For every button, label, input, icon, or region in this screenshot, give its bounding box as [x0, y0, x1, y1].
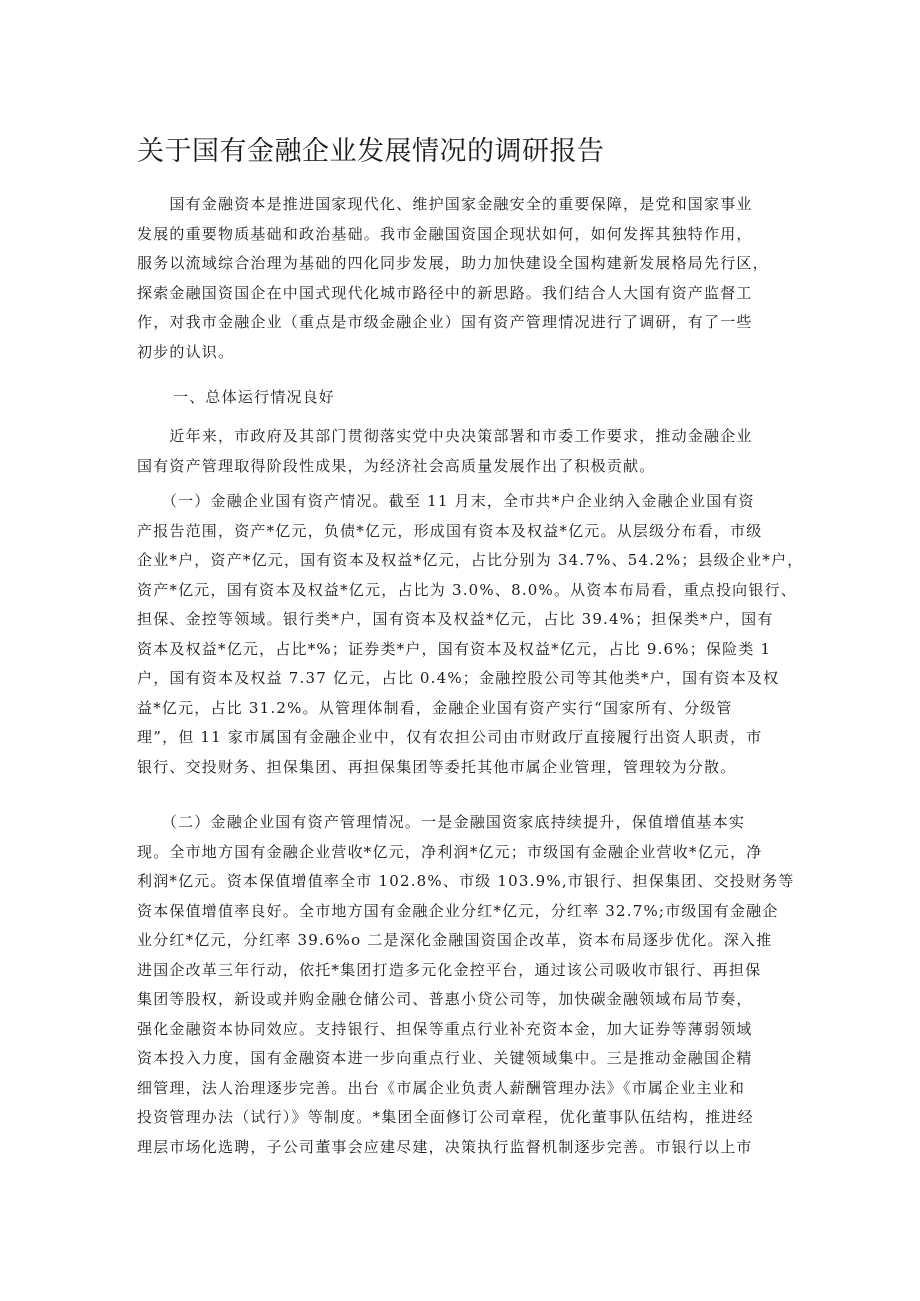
text-line: 理层市场化选聘，子公司董事会应建尽建，决策执行监督机制逐步完善。市银行以上市 — [137, 1137, 753, 1156]
text-line: 投资管理办法（试行）》等制度。*集团全面修订公司章程，优化董事队伍结构，推进经 — [137, 1108, 754, 1126]
text-line: 细管理，法人治理逐步完善。出台《市属企业负责人薪酬管理办法》《市属企业主业和 — [137, 1078, 746, 1097]
text-line: 现。全市地方国有金融企业营收*亿元，净利润*亿元；市级国有金融企业营收*亿元，净 — [137, 842, 763, 861]
text-line: 企业*户，资产*亿元，国有资本及权益*亿元，占比分别为 34.7%、54.2%；县级企业*户， — [137, 551, 804, 569]
text-line: 资本保值增值率良好。全市地方国有金融企业分红*亿元，分红率 32.7%;市级国有金融企 — [137, 901, 779, 920]
text-line: 近年来，市政府及其部门贯彻落实党中央决策部署和市委工作要求，推动金融企业 — [137, 427, 753, 445]
text-line: 资本及权益*亿元，占比*%；证券类*户，国有资本及权益*亿元，占比 9.6%；保险类 1 — [137, 639, 772, 658]
text-line: 产报告范围，资产*亿元，负债*亿元，形成国有资本及权益*亿元。从层级分布看，市级 — [137, 521, 763, 540]
intro-paragraph — [137, 190, 769, 367]
text-line: 资本投入力度，国有金融资本进一步向重点行业、关键领域集中。三是推动金融国企精 — [137, 1049, 753, 1067]
text-line: （一）金融企业国有资产情况。截至 11 月末，全市共*户企业纳入金融企业国有资 — [137, 492, 755, 510]
section-heading: 一、总体运行情况良好 — [173, 388, 336, 406]
text-line: 进国企改革三年行动，依托*集团打造多元化金控平台，通过该公司吸收市银行、再担保 — [137, 960, 762, 979]
text-line: 探索金融国资国企在中国式现代化城市路径中的新思路。我们结合人大国有资产监督工 — [137, 283, 753, 302]
text-line: 国有金融资本是推进国家现代化、维护国家金融安全的重要保障，是党和国家事业 — [137, 195, 753, 213]
text-line: （二）金融企业国有资产管理情况。一是金融国资家底持续提升，保值增值基本实 — [137, 813, 746, 831]
document-title: 关于国有金融企业发展情况的调研报告 — [137, 136, 605, 167]
text-line: 发展的重要物质基础和政治基础。我市金融国资国企现状如何，如何发挥其独特作用， — [137, 224, 753, 243]
text-line: 业分红*亿元，分红率 39.6%o 二是深化金融国资国企改革，资本布局逐步优化。深入推 — [137, 931, 773, 949]
section1-intro-paragraph — [137, 422, 753, 481]
subsection2-paragraph — [137, 808, 795, 1162]
text-line: 国有资产管理取得阶段性成果，为经济社会高质量发展作出了积极贡献。 — [137, 456, 656, 475]
text-line: 担保、金控等领域。银行类*户，国有资本及权益*亿元，占比 39.4%；担保类*户，国有 — [137, 610, 774, 628]
text-line: 益*亿元，占比 31.2%。从管理体制看，金融企业国有资产实行“国家所有、分级管 — [137, 698, 733, 717]
text-line: 初步的认识。 — [137, 342, 235, 361]
text-line: 服务以流域综合治理为基础的四化同步发展，助力加快建设全国构建新发展格局先行区， — [137, 254, 769, 272]
text-line: 银行、交投财务、担保集团、再担保集团等委托其他市属企业管理，管理较为分散。 — [137, 757, 737, 776]
text-line: 集团等股权，新设或并购金融仓储公司、普惠小贷公司等，加快碳金融领域布局节奏， — [137, 990, 753, 1008]
text-line: 作，对我市金融企业（重点是市级金融企业）国有资产管理情况进行了调研，有了一些 — [137, 313, 753, 331]
text-line: 强化金融资本协同效应。支持银行、担保等重点行业补充资本金，加大证券等薄弱领域 — [137, 1019, 753, 1038]
subsection1-paragraph — [137, 487, 803, 782]
text-line: 理”，但 11 家市属国有金融企业中，仅有农担公司由市财政厅直接履行出资人职责，市 — [137, 728, 763, 746]
text-line: 资产*亿元，国有资本及权益*亿元，占比为 3.0%、8.0%。从资本布局看，重点投向银行、 — [137, 580, 797, 599]
text-line: 利润*亿元。资本保值增值率全市 102.8%、市级 103.9%,市银行、担保集团、交投财务等 — [137, 872, 795, 890]
text-line: 户，国有资本及权益 7.37 亿元，占比 0.4%；金融控股公司等其他类*户，国有资本及权 — [137, 669, 780, 687]
